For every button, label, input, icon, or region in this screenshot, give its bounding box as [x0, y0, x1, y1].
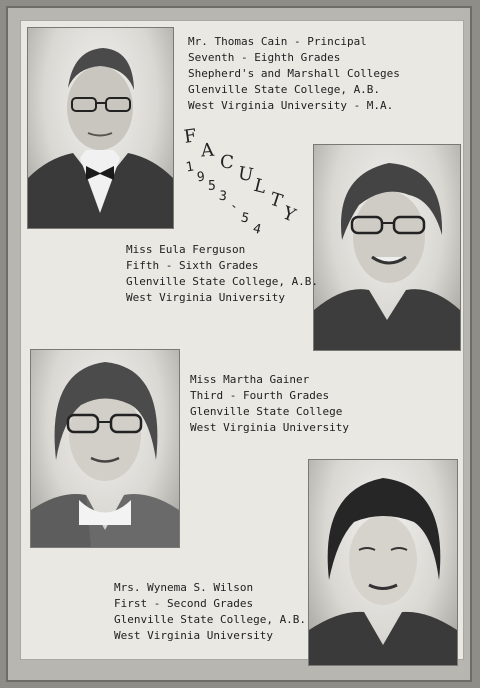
caption-wynema-wilson [114, 580, 306, 644]
title-letter: U [236, 162, 255, 187]
faculty-grades: Seventh - Eighth Grades [188, 51, 341, 64]
faculty-education: Glenville State College, A.B. [114, 613, 307, 626]
title-letter: Y [279, 202, 299, 227]
faculty-education: West Virginia University [126, 291, 285, 304]
faculty-education: West Virginia University [190, 421, 349, 434]
faculty-education: Glenville State College [190, 405, 343, 418]
year-char: 9 [196, 169, 206, 186]
year-char: 5 [239, 210, 251, 227]
faculty-education: West Virginia University - M.A. [188, 99, 394, 112]
faculty-education: Shepherd's and Marshall Colleges [188, 67, 400, 80]
faculty-education: Glenville State College, A.B. [188, 83, 381, 96]
title-letter: A [200, 139, 215, 162]
title-letter: F [182, 125, 198, 148]
portrait-thomas-cain [28, 28, 173, 228]
faculty-name: Miss Eula Ferguson [126, 243, 246, 256]
title-letter: L [251, 174, 269, 199]
year-char: - [226, 198, 242, 215]
portrait-eula-ferguson [314, 145, 460, 350]
year-char: 1 [184, 159, 196, 176]
title-letter: T [267, 188, 285, 213]
portrait-wynema-wilson [309, 460, 457, 665]
title-letter: C [219, 151, 235, 174]
caption-martha-gainer [190, 372, 349, 436]
faculty-education: West Virginia University [114, 629, 273, 642]
year-char: 5 [208, 179, 216, 194]
faculty-name: Mrs. Wynema S. Wilson [114, 581, 254, 594]
faculty-grades: Third - Fourth Grades [190, 389, 330, 402]
portrait-martha-gainer [31, 350, 179, 547]
year-char: 4 [251, 221, 263, 238]
caption-eula-ferguson [126, 242, 318, 306]
caption-thomas-cain [188, 34, 400, 114]
faculty-name: Mr. Thomas Cain - Principal [188, 35, 367, 48]
faculty-education: Glenville State College, A.B. [126, 275, 319, 288]
faculty-grades: Fifth - Sixth Grades [126, 259, 259, 272]
faculty-name: Miss Martha Gainer [190, 373, 310, 386]
year-char: 3 [218, 188, 228, 205]
faculty-grades: First - Second Grades [114, 597, 254, 610]
